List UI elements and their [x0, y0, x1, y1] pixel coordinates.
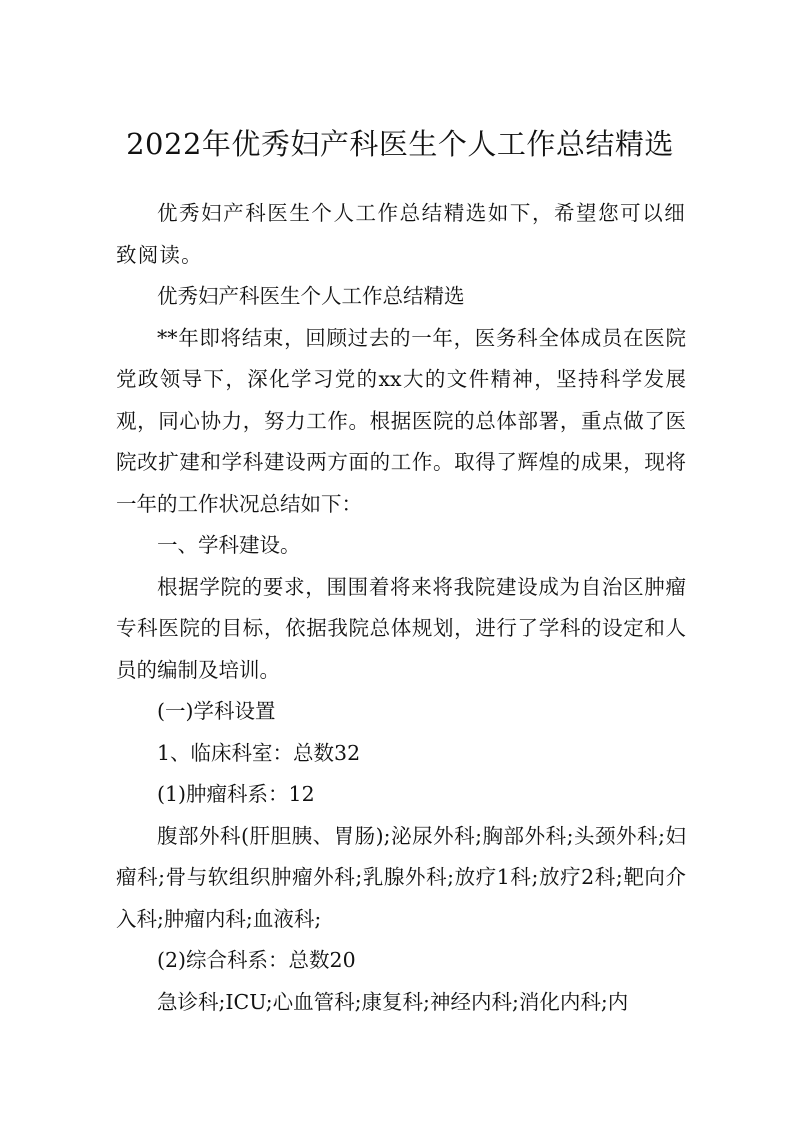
discipline-paragraph: 根据学院的要求，围围着将来将我院建设成为自治区肿瘤专科医院的目标，依据我院总体规划，进行了学科的设定和人员的编制及培训。	[116, 574, 686, 682]
document-body	[116, 193, 686, 1023]
general-departments-list: 急诊科;ICU;心血管科;康复科;神经内科;消化内科;内	[157, 989, 629, 1014]
section-heading-discipline-construction: 一、学科建设。	[157, 533, 301, 557]
oncology-departments-line: (1)肿瘤科系：12	[157, 782, 315, 806]
summary-paragraph: **年即将结束，回顾过去的一年，医务科全体成员在医院党政领导下，深化学习党的xx大的文件精神，坚持科学发展观，同心协力，努力工作。根据医院的总体部署，重点做了医院改扩建和学科建设两方面的工作。取得了辉煌的成果，现将一年的工作状况总结如下：	[116, 325, 686, 516]
clinical-departments-line: 1、临床科室：总数32	[157, 740, 361, 765]
subtitle-paragraph: 优秀妇产科医生个人工作总结精选	[157, 284, 465, 308]
document-title: 2022年优秀妇产科医生个人工作总结精选	[126, 127, 674, 161]
intro-paragraph: 优秀妇产科医生个人工作总结精选如下，希望您可以细致阅读。	[116, 201, 686, 267]
subsection-heading-discipline-setup: (一)学科设置	[157, 699, 276, 723]
general-departments-line: (2)综合科系：总数20	[157, 948, 356, 972]
oncology-departments-list: 腹部外科(肝胆胰、胃肠);泌尿外科;胸部外科;头颈外科;妇瘤科;骨与软组织肿瘤外科;乳腺外科;放疗1科;放疗2科;靶向介入科;肿瘤内科;血液科;	[116, 823, 686, 931]
